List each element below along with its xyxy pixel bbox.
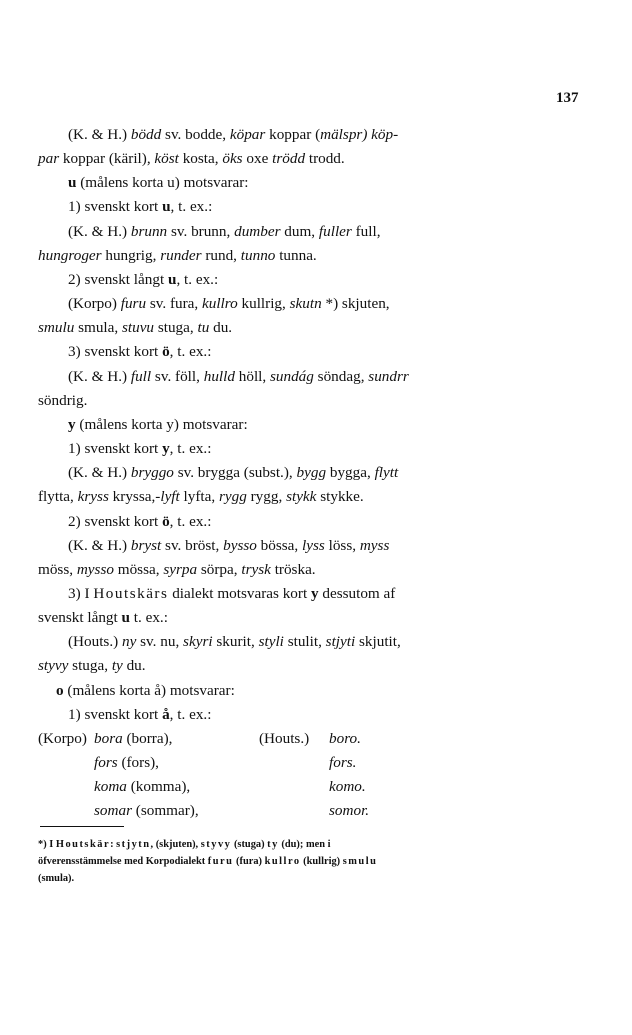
example-row: [38, 727, 488, 751]
dialect-word: kryss: [77, 488, 109, 506]
vowel-mark: å: [162, 705, 170, 723]
text-line: [38, 195, 488, 219]
text-segment: sv. bröst,: [161, 536, 224, 554]
vowel-mark: u: [162, 198, 171, 216]
dialect-label: (Houts.): [259, 729, 310, 747]
text-line: [38, 340, 488, 364]
dialect-word: somar: [94, 802, 132, 820]
dialect-word: bora: [94, 729, 123, 747]
text-segment: skurit,: [212, 633, 259, 651]
text-segment: 3) svenskt kort: [68, 343, 163, 361]
dialect-word: bryst: [130, 536, 162, 554]
footnote-line: [38, 853, 488, 870]
text-line: [38, 316, 488, 340]
text-line: [38, 534, 488, 558]
example-row: [38, 751, 488, 775]
text-segment: sv. föll,: [151, 367, 204, 385]
vowel-mark: u: [121, 609, 130, 627]
dialect-word: sundrr: [368, 367, 409, 385]
gloss: (komma),: [126, 778, 191, 796]
text-segment: (K. & H.): [68, 126, 131, 143]
dialect-word: ty: [111, 657, 123, 675]
text-segment: koppar (käril),: [59, 150, 155, 168]
spaced-word: styvy: [200, 839, 232, 850]
vowel-mark: y: [162, 440, 170, 458]
dialect-label: [38, 775, 94, 799]
text-segment: söndrig.: [38, 391, 88, 409]
footnote-line: [38, 836, 488, 853]
dialect-word: stykk: [286, 488, 317, 506]
text-segment: möss,: [38, 560, 77, 578]
text-segment: (K. & H.): [68, 367, 131, 385]
dialect-word: styli: [258, 633, 284, 651]
text-segment: (målens korta å) motsvarar:: [63, 681, 235, 699]
vowel-mark: u: [68, 174, 77, 192]
text-segment: t. ex.:: [129, 609, 168, 627]
text-segment: , t. ex.:: [176, 270, 219, 288]
text-segment: tunna.: [275, 246, 317, 264]
text-line: [38, 510, 488, 534]
text-segment: sv. brunn,: [167, 222, 235, 240]
dialect-label: [259, 751, 329, 775]
text-line: [38, 220, 488, 244]
text-segment: skjutit,: [355, 633, 401, 651]
text-segment: (K. & H.): [68, 222, 131, 240]
text-line: [38, 679, 488, 703]
spaced-word: Houtskärs: [93, 584, 169, 602]
text-segment: höll,: [234, 367, 270, 385]
text-segment: , t. ex.:: [169, 705, 212, 723]
dialect-word: fuller: [318, 222, 352, 240]
text-segment: sörpa,: [197, 560, 242, 578]
example-row: [38, 799, 488, 823]
text-line: [38, 461, 488, 485]
dialect-word: skutn: [289, 295, 322, 313]
text-segment: :: [110, 839, 117, 850]
text-segment: koppar (: [265, 126, 321, 143]
vowel-mark: ö: [162, 343, 170, 361]
text-segment: , t. ex.:: [169, 440, 212, 458]
text-segment: (K. & H.): [68, 536, 131, 554]
text-segment: 1) svenskt kort: [68, 198, 163, 216]
text-segment: tröska.: [270, 560, 316, 578]
text-segment: , t. ex.:: [170, 198, 213, 216]
dialect-word: lyss: [302, 536, 325, 554]
text-segment: , t. ex.:: [169, 512, 212, 530]
dialect-word: skyri: [183, 633, 213, 651]
dialect-word: boro.: [329, 729, 361, 747]
text-segment: flytta,: [38, 488, 78, 506]
text-line: [38, 123, 488, 147]
footnote: [38, 836, 488, 887]
spaced-word: stjytn: [116, 839, 151, 850]
text-segment: (smula).: [38, 873, 75, 884]
text-line: [38, 437, 488, 461]
text-line: [38, 147, 488, 171]
dialect-word: stuvu: [121, 319, 155, 337]
dialect-word: stjyti: [325, 633, 356, 651]
text-segment: *) I: [38, 839, 56, 850]
text-line: [38, 485, 488, 509]
dialect-word: tu: [197, 319, 210, 337]
vowel-mark: y: [310, 584, 319, 602]
dialect-word: komo.: [329, 778, 366, 796]
vowel-mark: y: [68, 415, 76, 433]
text-segment: söndag,: [313, 367, 369, 385]
text-segment: dessutom af: [318, 584, 396, 602]
text-segment: kullrig,: [237, 295, 290, 313]
text-segment: (Korpo): [68, 295, 121, 313]
dialect-word: fors.: [329, 754, 357, 772]
example-word-cell: [94, 775, 259, 799]
body-text: [38, 123, 488, 823]
text-segment: lyfta,: [179, 488, 219, 506]
example-word-cell: [94, 751, 259, 775]
text-segment: stulit,: [283, 633, 326, 651]
dialect-word: ny: [122, 633, 137, 651]
dialect-word: lyft: [160, 488, 180, 506]
text-segment: *) skjuten,: [321, 295, 390, 313]
text-segment: bygga,: [326, 464, 375, 482]
vowel-mark: ö: [162, 512, 170, 530]
spaced-word: furu: [207, 856, 234, 867]
text-line: [38, 703, 488, 727]
dialect-word: sundág: [269, 367, 314, 385]
text-segment: stuga,: [154, 319, 198, 337]
text-segment: stykke.: [316, 488, 364, 506]
text-segment: (målens korta u) motsvarar:: [76, 174, 249, 192]
dialect-word: brunn: [130, 222, 168, 240]
dialect-word: syrpa: [163, 560, 198, 578]
dialect-label: [38, 751, 94, 775]
dialect-word: somor.: [329, 802, 370, 820]
text-line: [38, 582, 488, 606]
text-line: [38, 292, 488, 316]
dialect-word: kullro: [202, 295, 238, 313]
dialect-word: köpar: [229, 126, 266, 143]
text-line: [38, 654, 488, 678]
text-line: [38, 413, 488, 437]
text-line: [38, 365, 488, 389]
footnote-rule: [40, 826, 124, 827]
spaced-word: ty: [267, 839, 279, 850]
text-segment: sv. nu,: [136, 633, 184, 651]
text-segment: dum,: [280, 222, 319, 240]
page-number: 137: [556, 90, 579, 106]
dialect-word: smulu: [38, 319, 75, 337]
text-segment: oxe: [242, 150, 273, 168]
dialect-word: rygg: [218, 488, 247, 506]
dialect-word: furu: [120, 295, 147, 313]
dialect-word: flytt: [374, 464, 399, 482]
text-segment: löss,: [324, 536, 360, 554]
example-word-cell: [94, 799, 259, 823]
text-segment: sv. bodde,: [161, 126, 230, 143]
dialect-word: öks: [222, 150, 243, 168]
text-segment: svenskt långt: [38, 609, 122, 627]
dialect-word: köst: [154, 150, 179, 168]
text-segment: rygg,: [246, 488, 287, 506]
text-segment: , (skjuten),: [150, 839, 201, 850]
text-segment: bössa,: [256, 536, 303, 554]
dialect-word: full: [130, 367, 152, 385]
text-line: [38, 171, 488, 195]
text-segment: dialekt motsvaras kort: [168, 584, 311, 602]
text-segment: (K. & H.): [68, 464, 131, 482]
text-segment: (fura): [233, 856, 265, 867]
text-segment: rund,: [201, 246, 241, 264]
text-segment: full,: [351, 222, 381, 240]
text-segment: du.: [209, 319, 233, 337]
text-segment: , t. ex.:: [169, 343, 212, 361]
dialect-word: bygg: [296, 464, 327, 482]
spaced-word: kullro: [264, 856, 301, 867]
text-segment: öfverensstämmelse med Korpodialekt: [38, 856, 208, 867]
gloss: (sommar),: [131, 802, 199, 820]
vowel-mark: u: [167, 270, 177, 288]
dialect-word: dumber: [234, 222, 281, 240]
dialect-word: mälspr) köp-: [320, 126, 399, 143]
dialect-word: mysso: [76, 560, 114, 578]
example-row: [38, 775, 488, 799]
dialect-label: (Korpo): [38, 729, 87, 747]
text-line: [38, 268, 488, 292]
dialect-word: runder: [160, 246, 202, 264]
text-segment: trodd.: [305, 150, 345, 168]
text-line: [38, 606, 488, 630]
dialect-label: [259, 799, 329, 823]
gloss: (borra),: [122, 729, 173, 747]
text-segment: 2) svenskt kort: [68, 512, 163, 530]
dialect-label: [259, 775, 329, 799]
text-line: [38, 389, 488, 413]
text-segment: (du); men i: [278, 839, 331, 850]
dialect-word: koma: [94, 778, 127, 796]
footnote-line: [38, 870, 488, 887]
spaced-word: smulu: [342, 856, 378, 867]
text-segment: kryssa,-: [108, 488, 161, 506]
dialect-word: bödd: [130, 126, 162, 143]
text-line: [38, 244, 488, 268]
dialect-word: styvy: [38, 657, 69, 675]
dialect-word: bryggo: [130, 464, 174, 482]
dialect-word: trysk: [241, 560, 271, 578]
text-segment: 1) svenskt kort: [68, 705, 163, 723]
example-word-cell: [94, 727, 259, 751]
text-segment: (stuga): [231, 839, 268, 850]
dialect-word: myss: [359, 536, 390, 554]
text-line: [38, 630, 488, 654]
text-segment: (kullrig): [300, 856, 343, 867]
text-segment: sv. brygga (subst.),: [173, 464, 297, 482]
vowel-mark: o: [56, 681, 64, 699]
example-table: [38, 727, 488, 824]
text-segment: smula,: [74, 319, 122, 337]
text-segment: mössa,: [113, 560, 164, 578]
text-segment: 3) I: [68, 584, 94, 602]
dialect-word: bysso: [223, 536, 257, 554]
dialect-word: hungroger: [38, 246, 102, 264]
dialect-word: par: [38, 150, 60, 168]
text-segment: kosta,: [178, 150, 223, 168]
text-segment: stuga,: [68, 657, 112, 675]
text-lines: [38, 123, 488, 727]
text-segment: (målens korta y) motsvarar:: [75, 415, 248, 433]
text-segment: 1) svenskt kort: [68, 440, 163, 458]
dialect-word: fors: [94, 754, 118, 772]
text-segment: hungrig,: [101, 246, 161, 264]
text-segment: du.: [122, 657, 146, 675]
text-segment: sv. fura,: [146, 295, 202, 313]
dialect-word: hulld: [203, 367, 235, 385]
spaced-word: Houtskär: [55, 839, 111, 850]
dialect-word: tunno: [240, 246, 276, 264]
gloss: (fors),: [117, 754, 159, 772]
text-line: [38, 558, 488, 582]
text-segment: 2) svenskt långt: [68, 270, 168, 288]
text-segment: (Houts.): [68, 633, 122, 651]
dialect-word: trödd: [272, 150, 306, 168]
dialect-label: [38, 799, 94, 823]
